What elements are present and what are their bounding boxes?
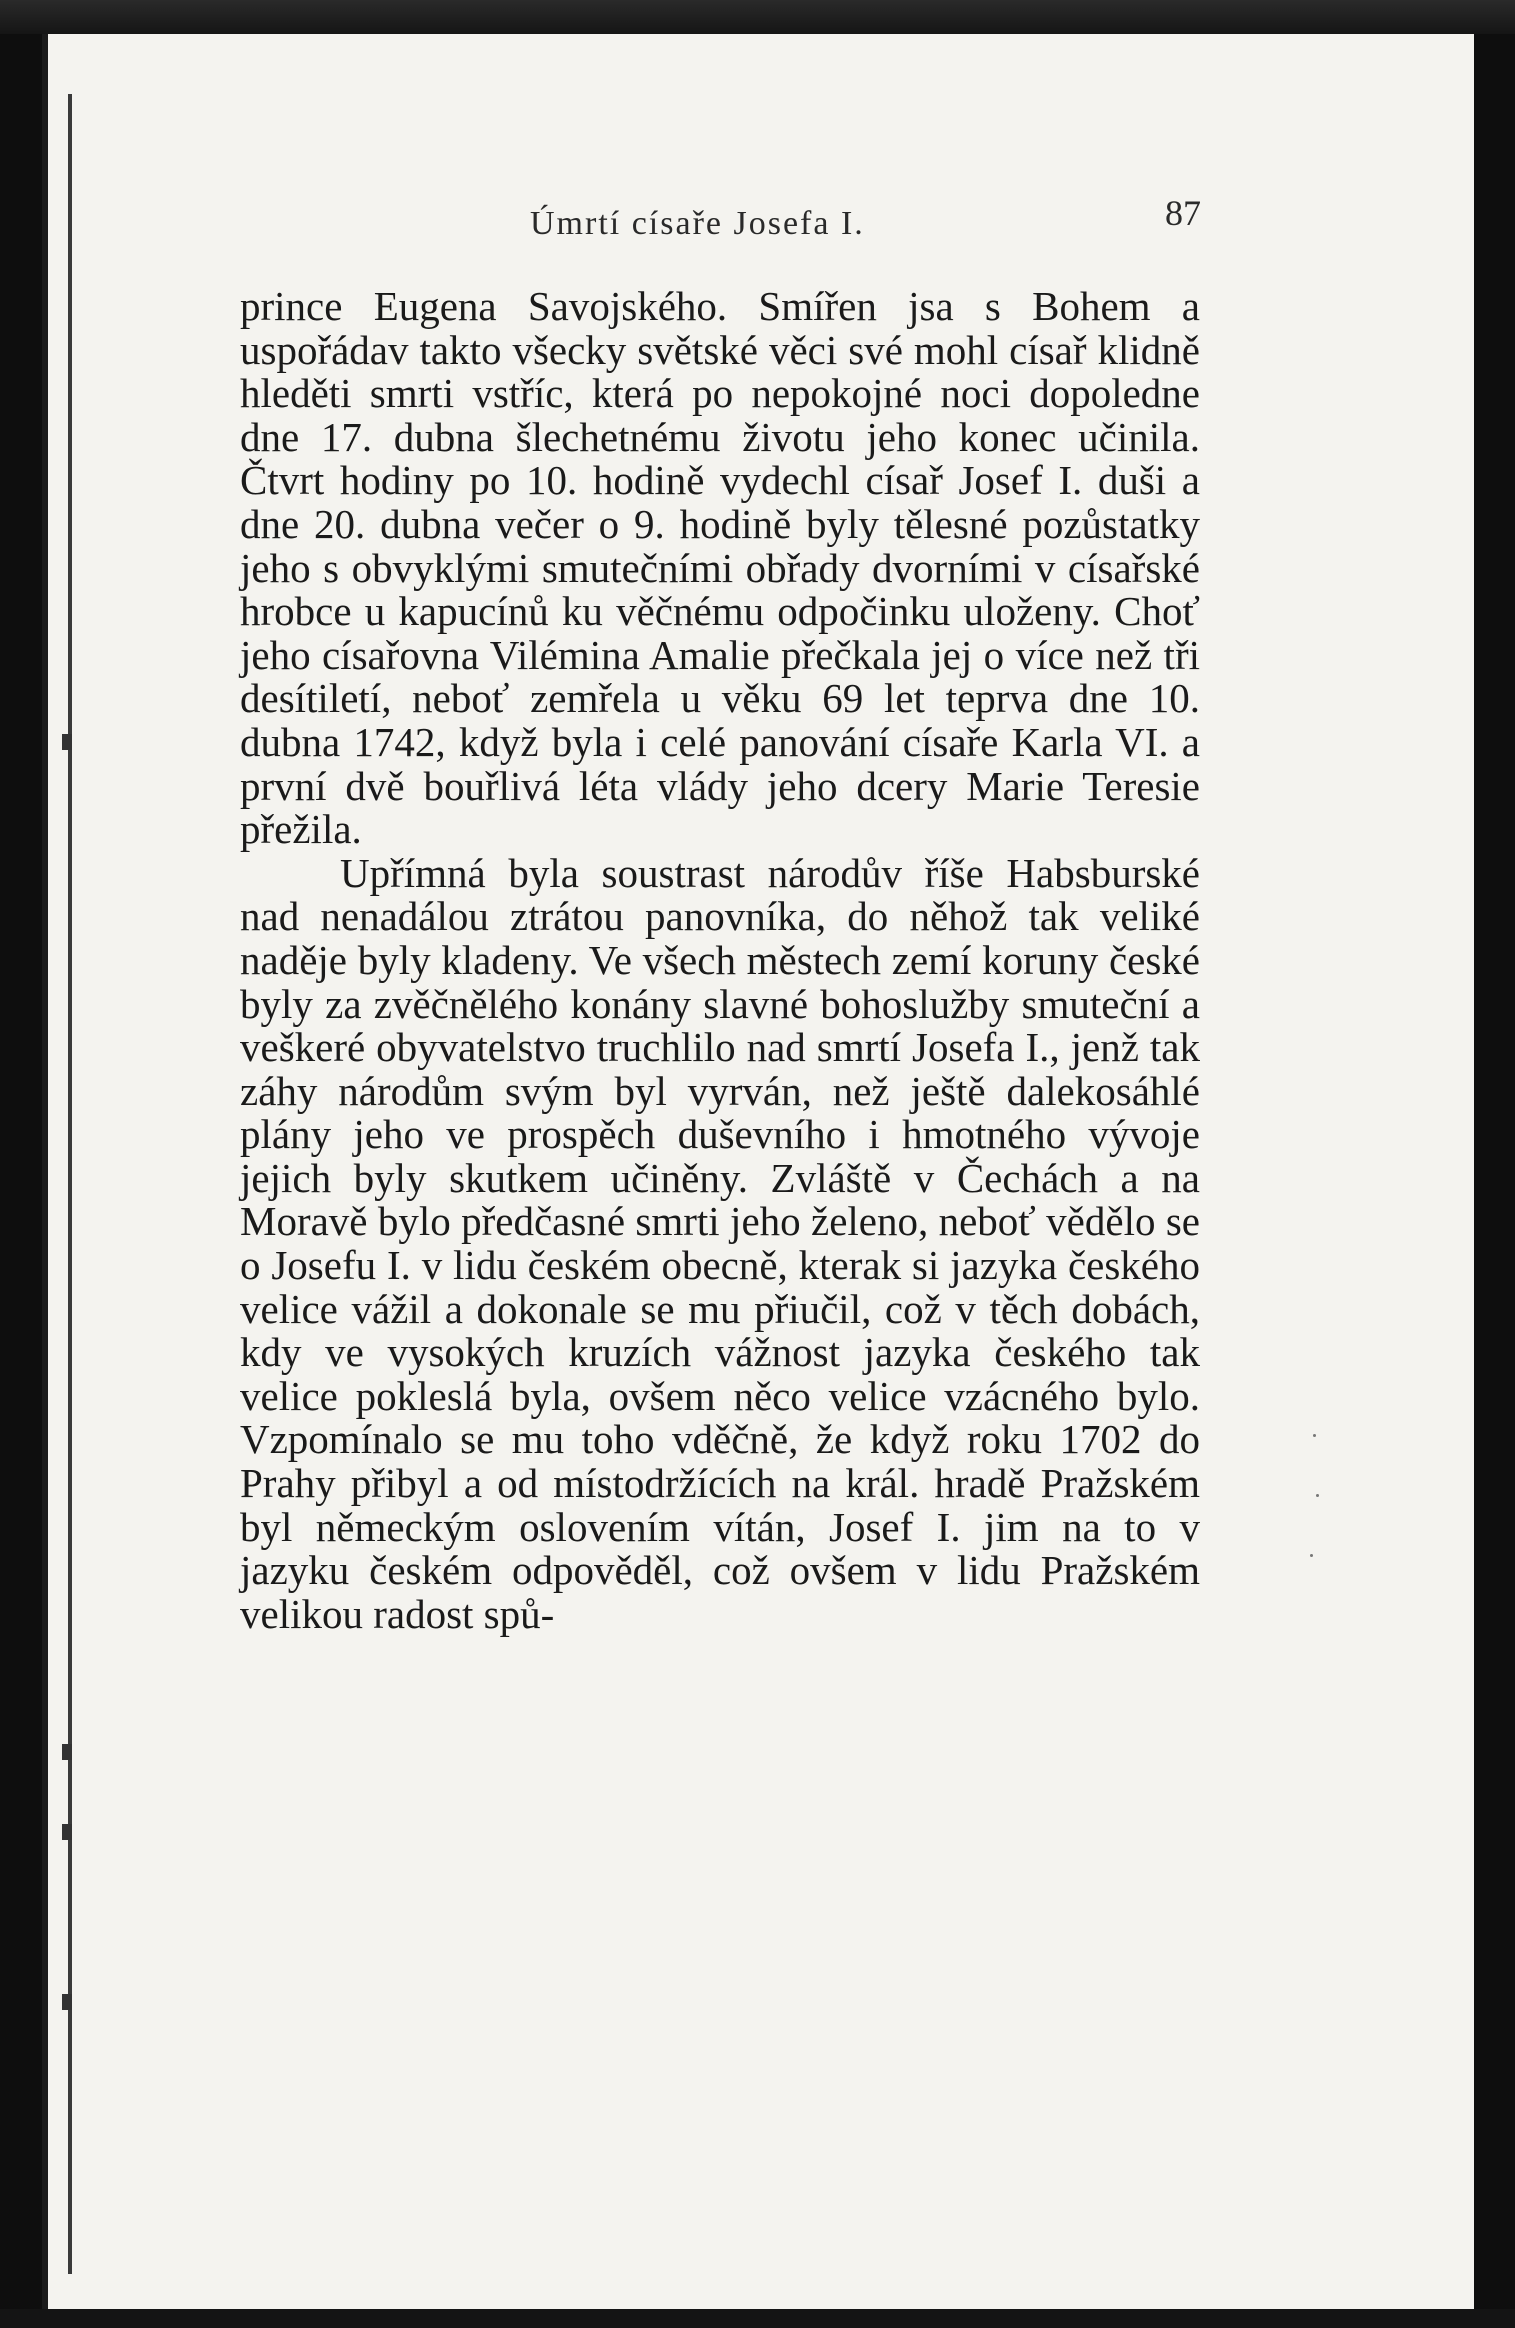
paragraph: Upřímná byla soustrast národův říše Habsburské nad nenadálou ztrátou panovníka, do něhož tak veliké naděje byly kladeny. Ve všech městech zemí koruny české byly za zvěčnělého konány slavné bohoslužby smuteční a veškeré obyvatelstvo truchlilo nad smrtí Josefa I., jenž tak záhy národům svým byl vyrván, než ještě dalekosáhlé plány jeho ve prospěch duševního i hmotného vývoje jejich byly skutkem učiněny. Zvláště v Čechách a na Moravě bylo předčasné smrti jeho želeno, neboť vědělo se o Josefu I. v lidu českém obecně, kterak si jazyka českého velice vážil a dokonale se mu přiučil, což v těch dobách, kdy ve vysokých kruzích vážnost jazyka českého tak velice pokleslá byla, ovšem něco velice vzácného bylo. Vzpomínalo se mu toho vděčně, že když roku 1702 do Prahy přibyl a od místodržících na král. hradě Pražském byl německým oslovením vítán, Josef I. jim na to v jazyku českém odpověděl, což ovšem v lidu Pražském velikou radost spů- bbox=[240, 849, 1200, 1637]
page-number: 87 bbox=[1165, 193, 1201, 233]
paper-speck bbox=[1310, 1554, 1313, 1557]
gutter-mark bbox=[62, 1824, 72, 1840]
gutter-mark bbox=[62, 1744, 72, 1760]
running-title: Úmrtí císaře Josefa I. bbox=[530, 205, 865, 242]
paper-speck bbox=[1316, 1494, 1319, 1497]
paragraph: prince Eugena Savojského. Smířen jsa s Bohem a uspořádav takto všecky světské věci své mohl císař klidně hleděti smrti vstříc, která po nepokojné noci dopoledne dne 17. dubna šlechetnému životu jeho konec učinila. Čtvrt hodiny po 10. hodině vydechl císař Josef I. duši a dne 20. dubna večer o 9. hodině byly tělesné pozůstatky jeho s obvyklými smutečními obřady dvorními v císařské hrobce u kapucínů ku věčnému odpočinku uloženy. Choť jeho císařovna Vilémina Amalie přečkala jej o více než tři desítiletí, neboť zemřela u věku 69 let teprva dne 10. dubna 1742, když byla i celé panování císaře Karla VI. a první dvě bouřlivá léta vlády jeho dcery Marie Teresie přežila. bbox=[240, 283, 1200, 853]
gutter-mark bbox=[62, 734, 72, 750]
scan-border-top bbox=[0, 0, 1515, 34]
gutter-mark bbox=[62, 1994, 72, 2010]
scan-border-bottom bbox=[0, 2309, 1515, 2328]
body-text bbox=[240, 285, 1200, 1636]
paper-speck bbox=[1313, 1434, 1316, 1437]
page-gutter-edge bbox=[68, 94, 72, 2274]
